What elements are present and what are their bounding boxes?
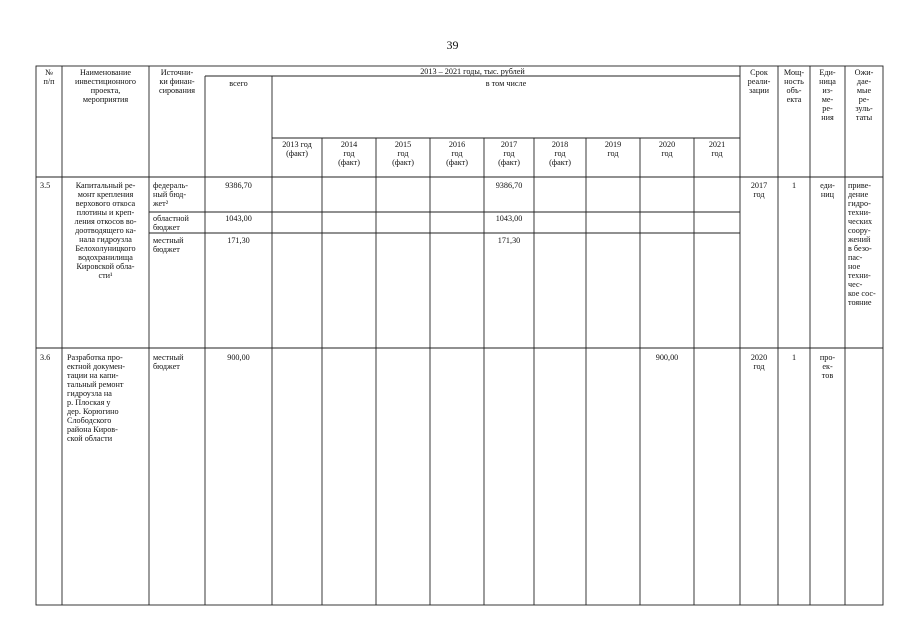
header-period: 2013 – 2021 годы, тыс. рублей [420,67,525,76]
row-3-5-2017-local: 171,30 [497,236,521,245]
row-3-5-2017-regional: 1043,00 [495,214,523,223]
header-year-2016: 2016 год (факт) [446,140,468,167]
header-unit: Еди- ница из- ме- ре- ния [819,68,836,122]
header-name: Наименование инвестиционного проекта, мероприятия [75,68,136,104]
header-term: Срок реали- зации [747,68,771,95]
row-3-5-2017-federal: 9386,70 [495,181,523,190]
header-year-2021: 2021 год [708,140,726,158]
row-3-6-total-local: 900,00 [227,353,250,362]
header-year-2013: 2013 год (факт) [282,140,312,158]
header-year-2020: 2020 год [658,140,676,158]
header-total: всего [229,79,248,88]
row-3-5-source-federal: федераль- ный бюд- жет² [153,181,188,208]
header-including: в том числе [485,79,527,88]
row-3-5-capacity: 1 [791,181,797,190]
row-3-5-num: 3.5 [40,181,51,190]
header-results: Ожи- дае- мые ре- зуль- таты [854,68,874,122]
row-3-5-total-local: 171,30 [227,236,250,245]
row-3-5-total-regional: 1043,00 [225,214,252,223]
header-year-2014: 2014 год (факт) [338,140,360,167]
row-3-6-term: 2020 год [750,353,768,371]
row-3-6-num: 3.6 [40,353,51,362]
page-number: 39 [446,38,459,52]
row-3-5-results: приве- дение гидро- техни- ческих соору- жений в безо- пас- ное техни- чес- кое сос- тояние [848,181,876,307]
header-num: № п/п [43,68,55,86]
row-3-5-unit: еди- ниц [820,181,835,199]
row-3-6-2020-local: 900,00 [655,353,679,362]
header-year-2015: 2015 год (факт) [392,140,414,167]
row-3-5-term: 2017 год [750,181,768,199]
row-3-5-source-regional: областной бюджет [153,214,189,232]
header-year-2019: 2019 год [604,140,622,158]
header-year-2017: 2017 год (факт) [498,140,520,167]
row-3-5-total-federal: 9386,70 [225,181,252,190]
row-3-5-name: Капитальный ре- монт крепления верхового откоса плотины и креп- ления откосов во- доотводящего ка- нала гидроузла Белохолуницкого водохранилища Кировской обла- сти¹ [74,181,137,280]
header-year-2018: 2018 год (факт) [549,140,571,167]
row-3-6-name: Разработка про- ектной докумен- тации на капи- тальный ремонт гидроузла на р. Плоская у дер. Корюгино Слободского района Киров- ской области [67,353,126,443]
header-source: Источни- ки финан- сирования [158,68,196,95]
row-3-5-source-local: местный бюджет [153,236,184,254]
header-capacity: Мощ- ность объ- екта [783,68,805,104]
row-3-6-unit: про- ек- тов [819,353,836,380]
row-3-6-capacity: 1 [791,353,797,362]
row-3-6-source-local: местный бюджет [153,353,184,371]
